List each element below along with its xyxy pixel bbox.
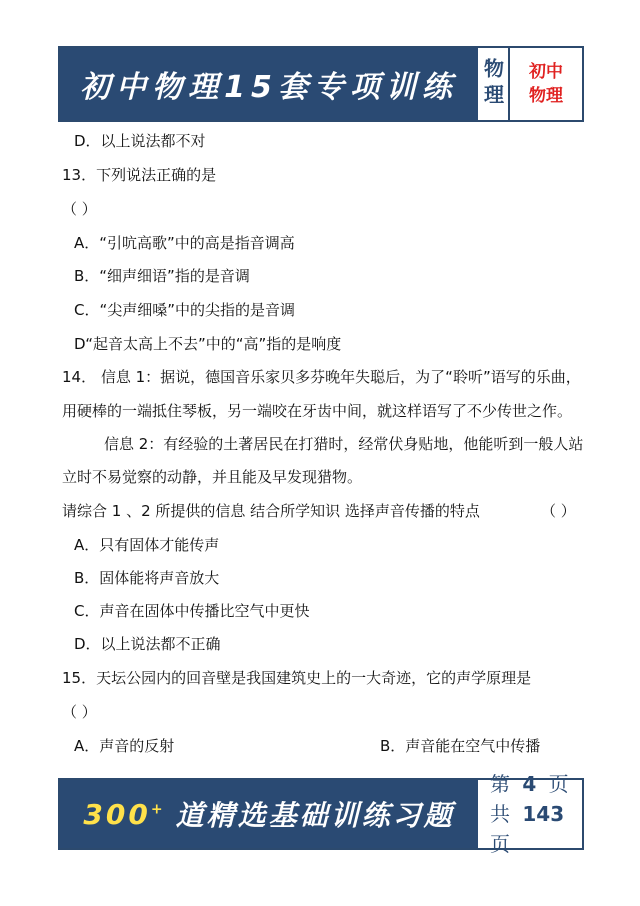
header-badge-line1: 初中 bbox=[529, 62, 563, 82]
q13-stem: 13．下列说法正确的是 bbox=[62, 166, 217, 184]
q15-stem: 15．天坛公园内的回音壁是我国建筑史上的一大奇迹，它的声学原理是 bbox=[62, 669, 532, 687]
page-number: 4 bbox=[522, 772, 537, 796]
q14-line-4: 立时不易觉察的动静，并且能及早发现猎物。 bbox=[62, 468, 363, 486]
q13-option-c: C．“尖声细嗓”中的尖指的是音调 bbox=[74, 301, 296, 319]
page-prefix: 第 bbox=[490, 772, 510, 796]
total-pages bbox=[490, 799, 582, 859]
q15-paren: （ ） bbox=[62, 703, 97, 721]
q13-paren: （ ） bbox=[62, 200, 97, 218]
q15-option-b: B．声音能在空气中传播 bbox=[380, 737, 541, 755]
page-suffix: 页 bbox=[548, 772, 569, 796]
q13-option-b: B．“细声细语”指的是音调 bbox=[74, 267, 250, 285]
q14-paren: （ ） bbox=[541, 502, 576, 520]
total-prefix: 共 bbox=[490, 802, 510, 826]
total-number: 143 bbox=[522, 802, 565, 826]
header-title: 初中物理15套专项训练 bbox=[60, 48, 478, 120]
footer-count bbox=[83, 798, 165, 831]
q15-option-a: A．声音的反射 bbox=[74, 737, 175, 755]
page-indicator bbox=[478, 772, 582, 856]
q13-option-a: A．“引吭高歌”中的高是指音调高 bbox=[74, 234, 295, 252]
header-badge bbox=[510, 48, 582, 120]
q14-option-b: B．固体能将声音放大 bbox=[74, 569, 220, 587]
current-page bbox=[490, 769, 582, 799]
q13-option-d: D“起音太高上不去”中的“高”指的是响度 bbox=[74, 335, 342, 353]
header-subject bbox=[478, 48, 510, 120]
footer-banner bbox=[58, 772, 584, 856]
q14-option-c: C．声音在固体中传播比空气中更快 bbox=[74, 602, 310, 620]
footer-count-value: 300 bbox=[83, 797, 151, 831]
q14-stem bbox=[62, 501, 582, 521]
q14-option-a: A．只有固体才能传声 bbox=[74, 536, 220, 554]
q12-option-d: D．以上说法都不对 bbox=[74, 132, 206, 150]
q14-stem-text: 请综合 1 、2 所提供的信息 结合所学知识 选择声音传播的特点 bbox=[62, 502, 480, 520]
q14-option-d: D．以上说法都不正确 bbox=[74, 635, 221, 653]
q14-line-3: 信息 2：有经验的土著居民在打猎时，经常伏身贴地，他能听到一般人站 bbox=[104, 435, 584, 453]
header-subject-text: 物理 bbox=[480, 58, 505, 110]
header-banner bbox=[58, 46, 584, 122]
header-badge-line2: 物理 bbox=[529, 86, 563, 106]
footer-title bbox=[60, 780, 478, 848]
q14-line-2: 用硬棒的一端抵住琴板，另一端咬在牙齿中间，就这样语写了不少传世之作。 bbox=[62, 402, 573, 420]
footer-title-text: 道精选基础训练习题 bbox=[175, 799, 455, 832]
q14-line-1: 14． 信息 1：据说，德国音乐家贝多芬晚年失聪后，为了“聆听”语写的乐曲， bbox=[62, 368, 581, 386]
total-suffix: 页 bbox=[490, 832, 510, 856]
footer-count-sup: + bbox=[150, 801, 166, 818]
